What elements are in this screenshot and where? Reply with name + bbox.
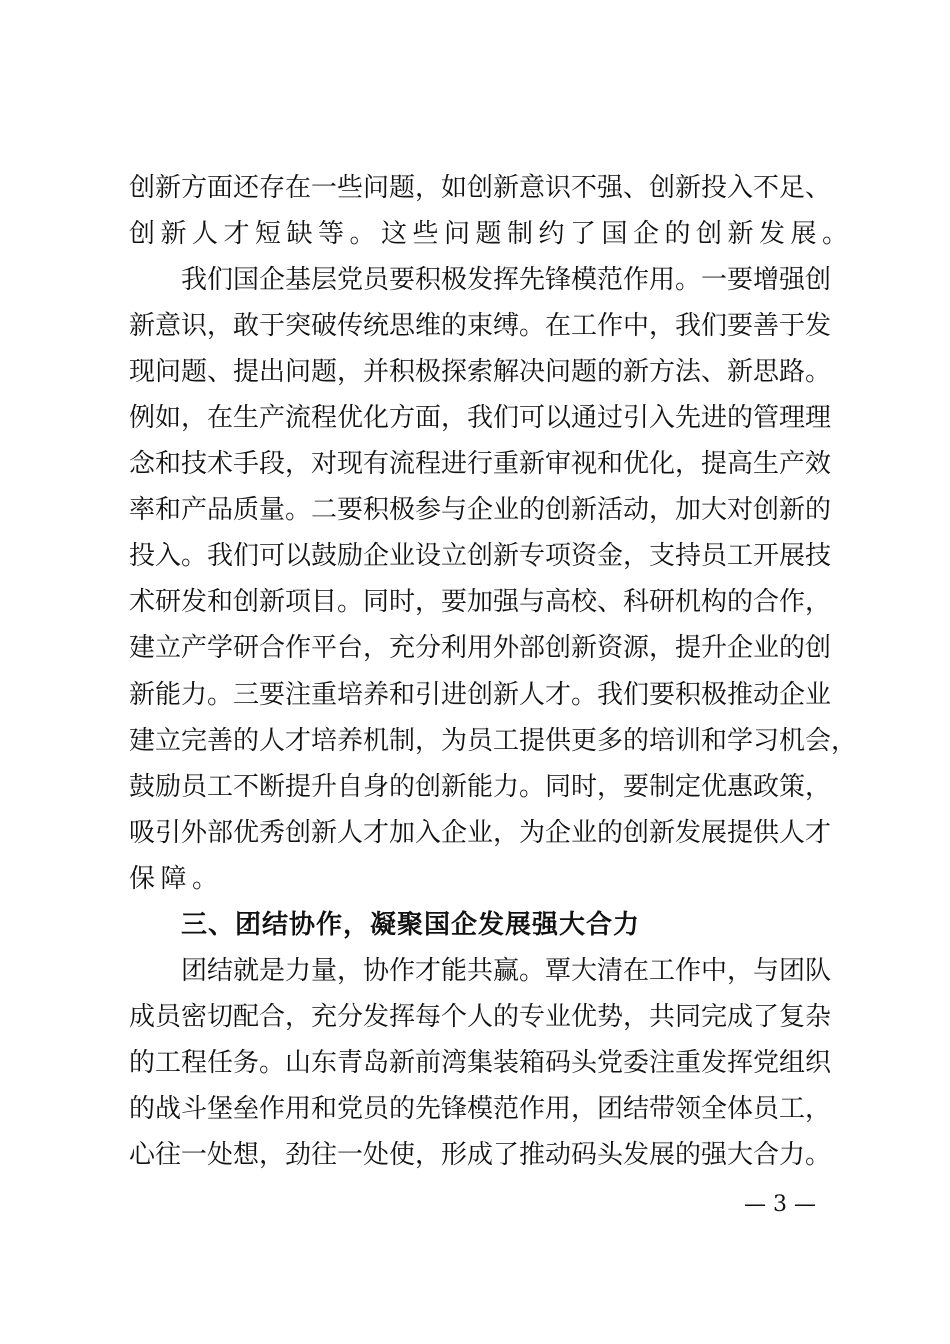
paragraph-1-line-2: 创新人才短缺等。这些问题制约了国企的创新发展。 [129, 219, 854, 249]
paragraph-3-line-5: 心往一处想，劲往一处使，形成了推动码头发展的强大合力。 [129, 1140, 832, 1170]
paragraph-2-line-3: 现问题、提出问题，并积极探索解决问题的新方法、新思路。 [129, 357, 832, 387]
paragraph-2-line-6: 率和产品质量。二要积极参与企业的创新活动，加大对创新的 [129, 495, 832, 525]
paragraph-2-line-4: 例如，在生产流程优化方面，我们可以通过引入先进的管理理 [129, 403, 832, 433]
paragraph-2-line-1: 我们国企基层党员要积极发挥先锋模范作用。一要增强创 [181, 265, 832, 295]
paragraph-2-line-2: 新意识，敢于突破传统思维的束缚。在工作中，我们要善于发 [129, 311, 832, 341]
paragraph-2-line-7: 投入。我们可以鼓励企业设立创新专项资金，支持员工开展技 [129, 541, 832, 571]
paragraph-2-line-11: 建立完善的人才培养机制，为员工提供更多的培训和学习机会， [129, 726, 858, 756]
paragraph-2-line-10: 新能力。三要注重培养和引进创新人才。我们要积极推动企业 [129, 680, 832, 710]
paragraph-3-line-1: 团结就是力量，协作才能共赢。覃大清在工作中，与团队 [181, 956, 832, 986]
paragraph-2-line-9: 建立产学研合作平台，充分利用外部创新资源，提升企业的创 [129, 633, 832, 663]
paragraph-1-line-1: 创新方面还存在一些问题，如创新意识不强、创新投入不足、 [129, 173, 832, 203]
section-heading: 三、团结协作，凝聚国企发展强大合力 [181, 910, 641, 940]
page-number: — 3 — [744, 1192, 816, 1217]
paragraph-2-line-5: 念和技术手段，对现有流程进行重新审视和优化，提高生产效 [129, 449, 832, 479]
paragraph-2-line-14: 保障。 [129, 864, 224, 894]
paragraph-2-line-12: 鼓励员工不断提升自身的创新能力。同时，要制定优惠政策， [129, 772, 832, 802]
paragraph-3-line-3: 的工程任务。山东青岛新前湾集装箱码头党委注重发挥党组织 [129, 1048, 832, 1078]
paragraph-3-line-2: 成员密切配合，充分发挥每个人的专业优势，共同完成了复杂 [129, 1002, 832, 1032]
paragraph-2-line-13: 吸引外部优秀创新人才加入企业，为企业的创新发展提供人才 [129, 818, 832, 848]
paragraph-2-line-8: 术研发和创新项目。同时，要加强与高校、科研机构的合作， [129, 587, 832, 617]
paragraph-3-line-4: 的战斗堡垒作用和党员的先锋模范作用，团结带领全体员工， [129, 1094, 832, 1124]
